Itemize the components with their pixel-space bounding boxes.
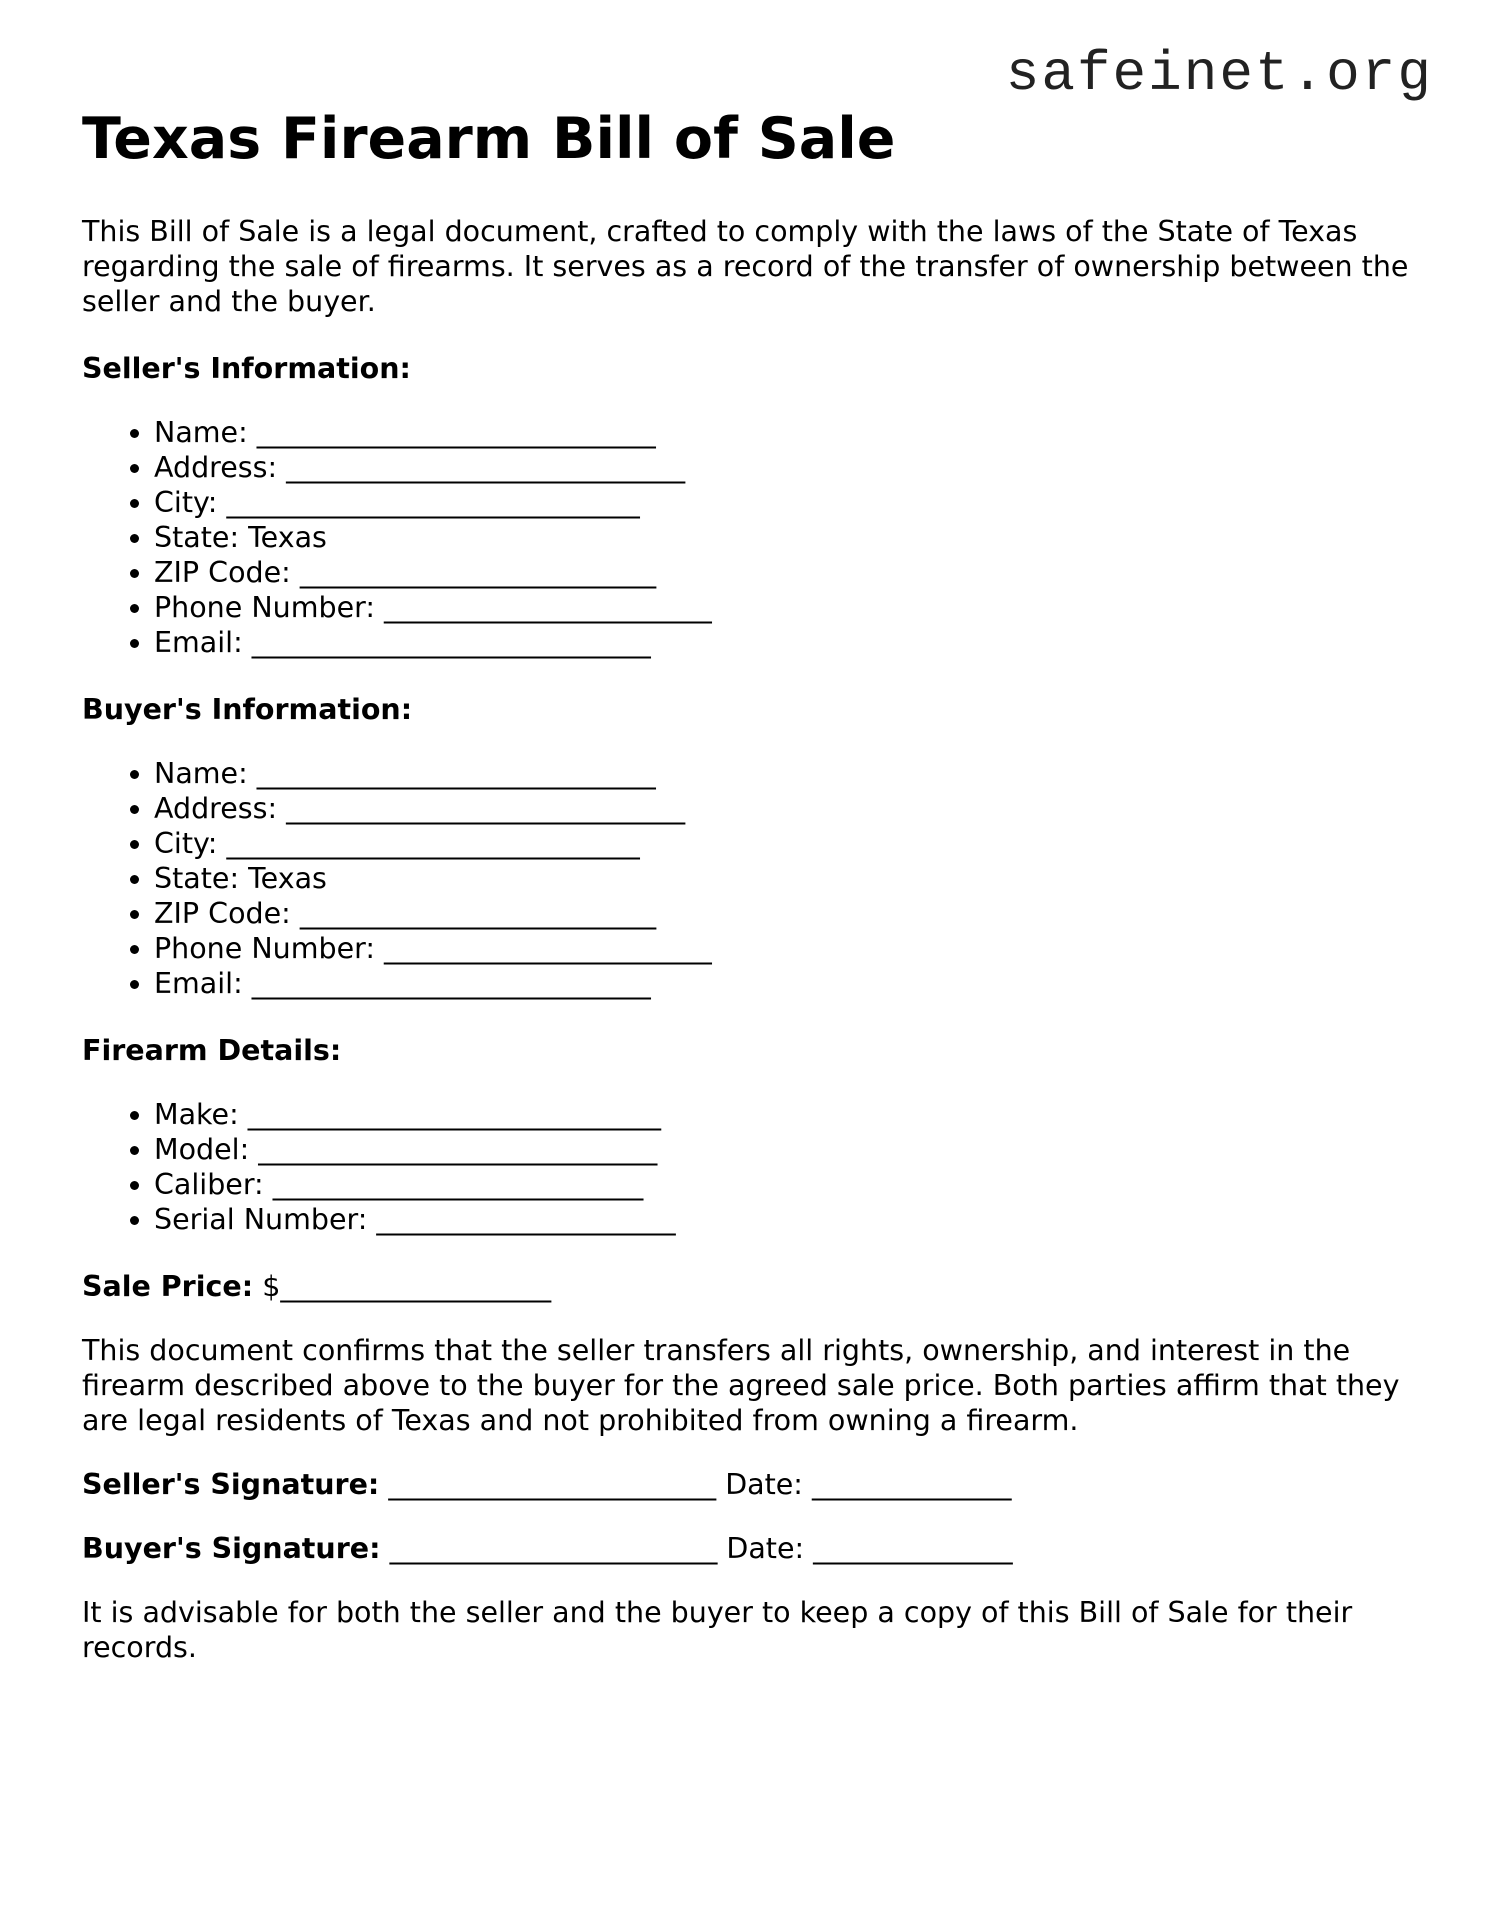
seller-signature-line: [82, 1467, 1422, 1502]
firearm-serial-item: [154, 1202, 1422, 1237]
firearm-heading: Firearm Details:: [82, 1034, 342, 1067]
buyer-name-blank[interactable]: ____________________________: [256, 757, 656, 790]
field-label: Address:: [154, 792, 278, 825]
field-label: Name:: [154, 416, 248, 449]
seller-city-blank[interactable]: _____________________________: [226, 486, 640, 519]
buyer-email-item: [154, 966, 1422, 1001]
buyer-heading: Buyer's Information:: [82, 693, 413, 726]
seller-state-item: [154, 520, 1422, 555]
seller-signature-label: Seller's Signature:: [82, 1468, 380, 1501]
seller-email-blank[interactable]: ____________________________: [251, 626, 651, 659]
firearm-serial-blank[interactable]: _____________________: [376, 1203, 676, 1236]
buyer-field-list: [82, 756, 1422, 1001]
buyer-signature-blank[interactable]: _______________________: [389, 1532, 718, 1565]
field-label: Email:: [154, 967, 243, 1000]
firearm-field-list: [82, 1097, 1422, 1237]
seller-date-label: Date:: [725, 1468, 803, 1501]
seller-heading: Seller's Information:: [82, 352, 411, 385]
field-label: Phone Number:: [154, 932, 375, 965]
field-label: ZIP Code:: [154, 556, 291, 589]
seller-email-item: [154, 625, 1422, 660]
field-label: City:: [154, 486, 218, 519]
field-label: State: Texas: [154, 521, 327, 554]
seller-name-item: [154, 415, 1422, 450]
seller-phone-item: [154, 590, 1422, 625]
intro-paragraph: This Bill of Sale is a legal document, crafted to comply with the laws of the State of Texas regarding the sale of firearms. It serves as a record of the transfer of ownership between the seller and the buyer.: [82, 215, 1409, 318]
field-label: Email:: [154, 626, 243, 659]
buyer-email-blank[interactable]: ____________________________: [251, 967, 651, 1000]
firearm-model-item: [154, 1132, 1422, 1167]
buyer-city-blank[interactable]: _____________________________: [226, 827, 640, 860]
field-label: Phone Number:: [154, 591, 375, 624]
buyer-signature-line: [82, 1531, 1422, 1566]
field-label: ZIP Code:: [154, 897, 291, 930]
field-label: City:: [154, 827, 218, 860]
sale-price-label: Sale Price:: [82, 1270, 254, 1303]
seller-signature-blank[interactable]: _______________________: [388, 1468, 717, 1501]
sale-price-blank[interactable]: $___________________: [262, 1270, 552, 1303]
firearm-make-blank[interactable]: _____________________________: [247, 1098, 661, 1131]
seller-zip-item: [154, 555, 1422, 590]
buyer-zip-item: [154, 896, 1422, 931]
seller-name-blank[interactable]: ____________________________: [256, 416, 656, 449]
buyer-phone-item: [154, 931, 1422, 966]
watermark: safeinet.org: [1005, 42, 1433, 106]
buyer-address-blank[interactable]: ____________________________: [286, 792, 686, 825]
seller-address-blank[interactable]: ____________________________: [286, 451, 686, 484]
buyer-state-item: [154, 861, 1422, 896]
field-label: Name:: [154, 757, 248, 790]
buyer-date-blank[interactable]: ______________: [813, 1532, 1013, 1565]
buyer-signature-label: Buyer's Signature:: [82, 1532, 381, 1565]
field-label: State: Texas: [154, 862, 327, 895]
buyer-address-item: [154, 791, 1422, 826]
buyer-name-item: [154, 756, 1422, 791]
page-title: Texas Firearm Bill of Sale: [82, 106, 896, 172]
firearm-caliber-blank[interactable]: __________________________: [272, 1168, 644, 1201]
confirmation-paragraph: This document confirms that the seller transfers all rights, ownership, and interest in the firearm described above to the buyer for the agreed sale price. Both parties affirm that they are legal residents of Texas and not prohibited from owning a firearm.: [82, 1334, 1400, 1437]
firearm-make-item: [154, 1097, 1422, 1132]
advice-paragraph: It is advisable for both the seller and the buyer to keep a copy of this Bill of Sale for their records.: [82, 1596, 1353, 1664]
seller-city-item: [154, 485, 1422, 520]
seller-date-blank[interactable]: ______________: [811, 1468, 1012, 1501]
field-label: Caliber:: [154, 1168, 264, 1201]
document-page: [82, 104, 1422, 1665]
sale-price-line: [82, 1269, 1422, 1304]
firearm-model-blank[interactable]: ____________________________: [258, 1133, 658, 1166]
field-label: Address:: [154, 451, 278, 484]
seller-field-list: [82, 415, 1422, 660]
buyer-city-item: [154, 826, 1422, 861]
seller-phone-blank[interactable]: _______________________: [384, 591, 712, 624]
field-label: Make:: [154, 1098, 239, 1131]
seller-address-item: [154, 450, 1422, 485]
buyer-zip-blank[interactable]: _________________________: [299, 897, 657, 930]
field-label: Serial Number:: [154, 1203, 368, 1236]
firearm-caliber-item: [154, 1167, 1422, 1202]
field-label: Model:: [154, 1133, 250, 1166]
seller-zip-blank[interactable]: _________________________: [299, 556, 657, 589]
buyer-phone-blank[interactable]: _______________________: [384, 932, 712, 965]
buyer-date-label: Date:: [726, 1532, 805, 1565]
